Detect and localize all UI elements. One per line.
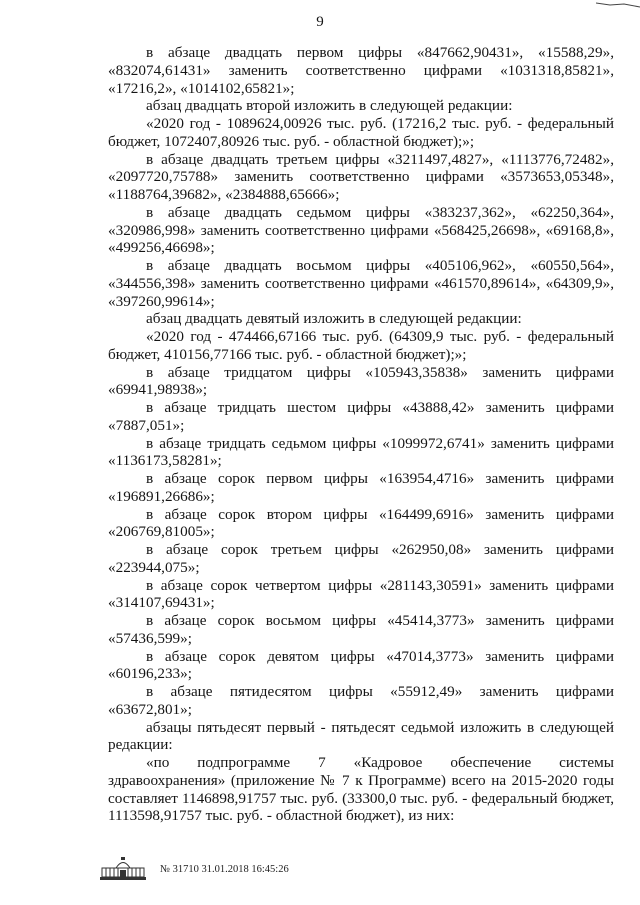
paragraph: абзац двадцать второй изложить в следующей редакции: — [146, 97, 513, 115]
paragraph: абзацы пятьдесят первый - пятьдесят седьмой изложить в следующей редакции: — [108, 718, 614, 754]
paragraph: в абзаце сорок втором цифры «164499,6916» заменить цифрами «206769,81005»; — [108, 505, 614, 541]
paragraph: абзац двадцать девятый изложить в следующей редакции: — [146, 310, 522, 328]
paragraph: в абзаце двадцать седьмом цифры «383237,362», «62250,364», «320986,998» заменить соответственно цифрами «568425,26698», «69168,8», «499256,46698»; — [108, 203, 614, 257]
paragraph: в абзаце двадцать третьем цифры «3211497,4827», «1113776,72482», «2097720,75788» заменить соответственно цифрами «3573653,05348», «1188764,39682», «2384888,65666»; — [108, 150, 614, 203]
paragraph: «2020 год - 474466,67166 тыс. руб. (64309,9 тыс. руб. - федеральный бюджет, 410156,77166 тыс. руб. - областной бюджет);»; — [108, 328, 614, 363]
paragraph: в абзаце сорок четвертом цифры «281143,30591» заменить цифрами «314107,69431»; — [108, 576, 614, 612]
paragraph: в абзаце двадцать восьмом цифры «405106,962», «60550,564», «344556,398» заменить соответственно цифрами «461570,89614», «64309,9», «397260,99614»; — [108, 257, 614, 310]
paragraph: в абзаце сорок восьмом цифры «45414,3773» заменить цифрами «57436,599»; — [108, 612, 614, 647]
paragraph: «по подпрограмме 7 «Кадровое обеспечение системы здравоохранения» (приложение № 7 к Программе) всего на 2015-2020 годы составляет 1146898,91757 тыс. руб. (33300,0 тыс. руб. - федеральный бюджет, 1113598,91757 тыс. руб. - областной бюджет), из них: — [108, 754, 614, 825]
registration-footer — [98, 856, 289, 882]
paragraph: в абзаце пятидесятом цифры «55912,49» заменить цифрами «63672,801»; — [108, 683, 614, 718]
paragraph: «2020 год - 1089624,00926 тыс. руб. (17216,2 тыс. руб. - федеральный бюджет, 1072407,80926 тыс. руб. - областной бюджет);»; — [108, 115, 614, 150]
paragraph: в абзаце двадцать первом цифры «847662,90431», «15588,29», «832074,61431» заменить соответственно цифрами «1031318,85821», «17216,2», «1014102,65821»; — [108, 44, 614, 97]
corner-scan-mark — [596, 0, 640, 10]
paragraph: в абзаце тридцать седьмом цифры «1099972,6741» заменить цифрами «1136173,58281»; — [108, 434, 614, 470]
paragraph: в абзаце сорок первом цифры «163954,4716» заменить цифрами «196891,26686»; — [108, 470, 614, 505]
page-number: 9 — [316, 14, 324, 30]
parliament-building-icon — [98, 856, 148, 882]
paragraph: в абзаце сорок девятом цифры «47014,3773» заменить цифрами «60196,233»; — [108, 647, 614, 683]
document-body — [108, 44, 614, 825]
paragraph: в абзаце сорок третьем цифры «262950,08» заменить цифрами «223944,075»; — [108, 541, 614, 576]
paragraph: в абзаце тридцатом цифры «105943,35838» заменить цифрами «69941,98938»; — [108, 363, 614, 399]
registration-stamp: № 31710 31.01.2018 16:45:26 — [160, 863, 289, 875]
paragraph: в абзаце тридцать шестом цифры «43888,42» заменить цифрами «7887,051»; — [108, 399, 614, 434]
